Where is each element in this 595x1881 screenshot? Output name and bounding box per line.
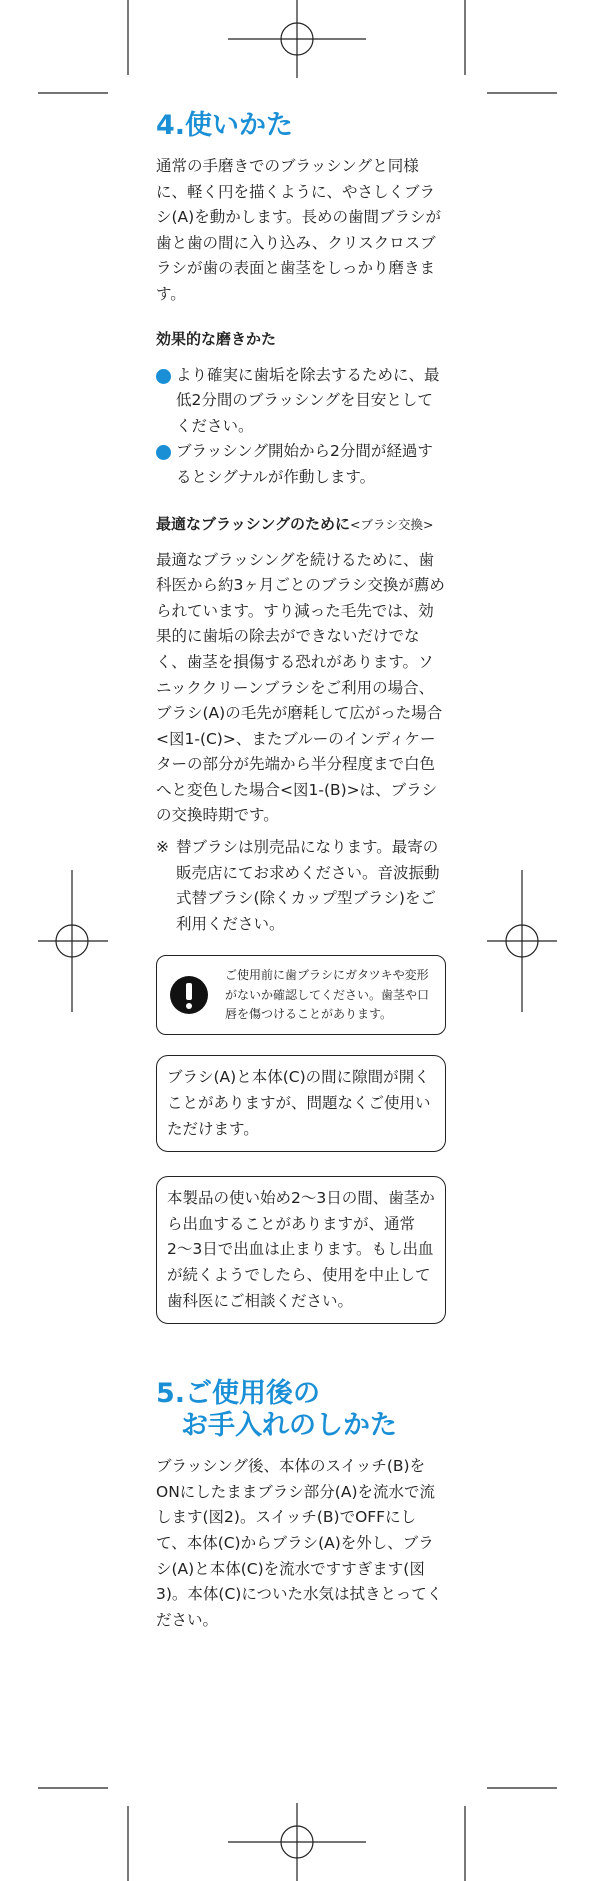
note-mark: ※ bbox=[156, 838, 169, 857]
optimal-brushing-subtitle: <ブラシ交換> bbox=[350, 516, 434, 532]
exclamation-circle-icon bbox=[170, 976, 208, 1014]
list-item: ブラッシング開始から2分間が経過するとシグナルが作動します。 bbox=[156, 439, 446, 490]
optimal-brushing-body: 最適なブラッシングを続けるために、歯科医から約3ヶ月ごとのブラシ交換が薦められています。すり減った毛先では、効果的に歯垢の除去ができないだけでなく、歯茎を損傷する恐れがあります。ソニッククリーンブラシをご利用の場合、ブラシ(A)の毛先が磨耗して広がった場合<図1-(C)>、またブルーのインディケーターの部分が先端から半分程度まで白色へと変色した場合<図1-(B)>は、ブラシの交換時期です。 bbox=[156, 550, 445, 825]
blue-dot-icon bbox=[156, 445, 171, 460]
effective-brushing-list bbox=[156, 363, 446, 491]
optimal-brushing-title: 最適なブラッシングのために<ブラシ交換> bbox=[156, 514, 434, 533]
gap-info-box: ブラシ(A)と本体(C)の間に隙間が開くことがありますが、問題なくご使用いただけます。 bbox=[156, 1055, 446, 1152]
effective-brushing-title: 効果的な磨きかた bbox=[156, 329, 277, 348]
section5-body: ブラッシング後、本体のスイッチ(B)をONにしたままブラシ部分(A)を流水で流します(図2)。スイッチ(B)でOFFにして、本体(C)からブラシ(A)を外し、ブラシ(A)と本体(C)を流水ですすぎます(図3)。本体(C)についた水気は拭きとってください。 bbox=[156, 1457, 443, 1629]
list-item: より確実に歯垢を除去するために、最低2分間のブラッシングを目安としてください。 bbox=[156, 363, 446, 440]
manual-content bbox=[156, 110, 446, 1633]
warning-box bbox=[156, 955, 446, 1035]
bleeding-info-box: 本製品の使い始め2〜3日の間、歯茎から出血することがありますが、通常2〜3日で出血は止まります。もし出血が続くようでしたら、使用を中止して歯科医にご相談ください。 bbox=[156, 1176, 446, 1324]
warning-text: ご使用前に歯ブラシにガタツキや変形がないか確認してください。歯茎や口唇を傷つけることがあります。 bbox=[225, 968, 430, 1022]
blue-dot-icon bbox=[156, 369, 171, 384]
section4-heading: 4.使いかた bbox=[156, 110, 294, 141]
replacement-brush-note: ※ 替ブラシは別売品になります。最寄の販売店にてお求めください。音波振動式替ブラシ(除くカップ型ブラシ)をご利用ください。 bbox=[156, 835, 446, 937]
section5-heading: 5.ご使用後の お手入れのしかた bbox=[156, 1378, 397, 1442]
section4-intro: 通常の手磨きでのブラッシングと同様に、軽く円を描くように、やさしくブラシ(A)を動かします。長めの歯間ブラシが歯と歯の間に入り込み、クリスクロスブラシが歯の表面と歯茎をしっかり磨きます。 bbox=[156, 157, 441, 303]
